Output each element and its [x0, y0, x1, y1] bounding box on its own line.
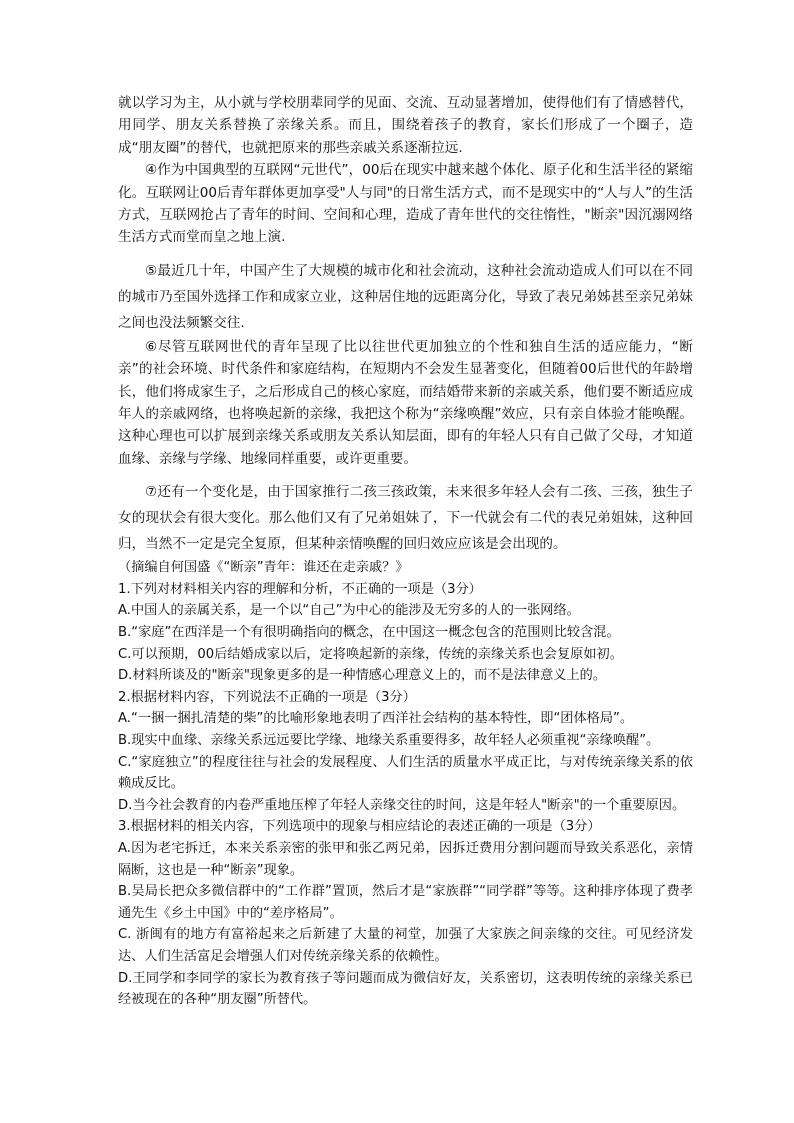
option-a: A.“一捆一捆扎清楚的柴”的比喻形象地表明了西洋社会结构的基本特性，即“团体格局”。: [118, 711, 634, 727]
question-2: [118, 687, 693, 817]
paragraph-7: ⑦还有一个变化是，由于国家推行二孩三孩政策，未来很多年轻人会有二孩、三孩，独生子女的现状会有很大变化。那么他们又有了兄弟姐妹了，下一代就会有二代的表兄弟姐妹，这种回归，当然不一定是完全复原，但某种亲情唤醒的回归效应应该是会出现的。: [118, 484, 693, 553]
option-b: B.“家庭”在西洋是一个有很明确指向的概念，在中国这一概念包含的范围则比较含混。: [118, 625, 620, 641]
paragraph-4: ④作为中国典型的互联网“元世代”，00后在现实中越来越个体化、原子化和生活半径的紧缩化。互联网让00后青年群体更加享受"人与同"的日常生活方式，而不是现实中的“人与人”的生活方式，互联网抢占了青年的时间、空间和心理，造成了青年世代的交往惰性，"断亲"因沉溺网络生活方式而堂而皇之地上演.: [118, 162, 693, 246]
option-b: B.吴局长把众多微信群中的“工作群”置顶，然后才是“家族群”“同学群”等等。这种排序体现了费孝通先生《乡土中国》中的“差序格局”。: [118, 884, 693, 921]
question-3: [118, 816, 693, 1010]
option-a: A.中国人的亲属关系，是一个以“自己”为中心的能涉及无穷多的人的一张网络。: [118, 603, 580, 619]
source-citation: （摘编自何国盛《“断亲”青年：谁还在走亲戚？》: [118, 560, 409, 576]
paragraph-3-tail: 就以学习为主，从小就与学校朋辈同学的见面、交流、互动显著增加，使得他们有了情感替代，用同学、朋友关系替换了亲缘关系。而且，围绕着孩子的教育，家长们形成了一个圈子，造成“朋友圈”的替代，也就把原来的那些亲戚关系逐渐拉远.: [118, 95, 693, 156]
option-b: B.现实中血缘、亲缘关系远远要比学缘、地缘关系重要得多，故年轻人必须重视“亲缘唤醒”。: [118, 733, 660, 749]
question-stem: 3.根据材料的相关内容，下列选项中的现象与相应结论的表述正确的一项是（3分）: [118, 819, 601, 835]
option-c: C.可以预期，00后结婚成家以后，定将唤起新的亲缘，传统的亲缘关系也会复原如初。: [118, 646, 623, 662]
option-c: C.“家庭独立”的程度往往与社会的发展程度、人们生活的质量水平成正比，与对传统亲缘关系的依赖成反比。: [118, 754, 693, 792]
option-d: D.当今社会教育的内卷严重地压榨了年轻人亲缘交往的时间，这是年轻人"断亲"的一个重要原因。: [118, 797, 686, 813]
option-c: C. 浙闽有的地方有富裕起来之后新建了大量的祠堂，加强了大家族之间亲缘的交往。可见经济发达、人们生活富足会增强人们对传统亲缘关系的依赖性。: [118, 927, 693, 964]
option-d: D.材料所谈及的"断亲"现象更多的是一种情感心理意义上的，而不是法律意义上的。: [118, 668, 607, 684]
question-stem: 2.根据材料内容，下列说法不正确的一项是（3分）: [118, 689, 416, 705]
question-1: [118, 579, 693, 687]
option-a: A.因为老宅拆迁，本来关系亲密的张甲和张乙两兄弟，因拆迁费用分割问题而导致关系恶化，亲情隔断，这也是一种“断亲”现象。: [118, 841, 693, 878]
document-page: [118, 92, 693, 1011]
paragraph-5: ⑤最近几十年，中国产生了大规模的城市化和社会流动，这种社会流动造成人们可以在不同的城市乃至国外选择工作和成家立业，这种居住地的远距离分化，导致了表兄弟姊甚至亲兄弟妹之间也没法频繁交往.: [118, 262, 693, 331]
option-d: D.王同学和李同学的家长为教育孩子等问题而成为微信好友，关系密切，这表明传统的亲缘关系已经被现在的各种“朋友圈”所替代。: [118, 970, 693, 1008]
paragraph-6: ⑥尽管互联网世代的青年呈现了比以往世代更加独立的个性和独自生活的适应能力，“断亲”的社会环境、时代条件和家庭结构，在短期内不会发生显著变化，但随着00后世代的年龄增长，他们将成家生子，之后形成自己的核心家庭，而结婚带来新的亲戚关系，他们要不断适应成年人的亲戚网络，也将唤起新的亲缘，我把这个称为“亲缘唤醒”效应，只有亲自体验才能唤醒。这种心理也可以扩展到亲缘关系或朋友关系认知层面，即有的年轻人只有自己做了父母，才知道血缘、亲缘与学缘、地缘同样重要，或许更重要。: [118, 338, 693, 467]
question-stem: 1.下列对材料相关内容的理解和分析，不正确的一项是（3分）: [118, 581, 482, 597]
